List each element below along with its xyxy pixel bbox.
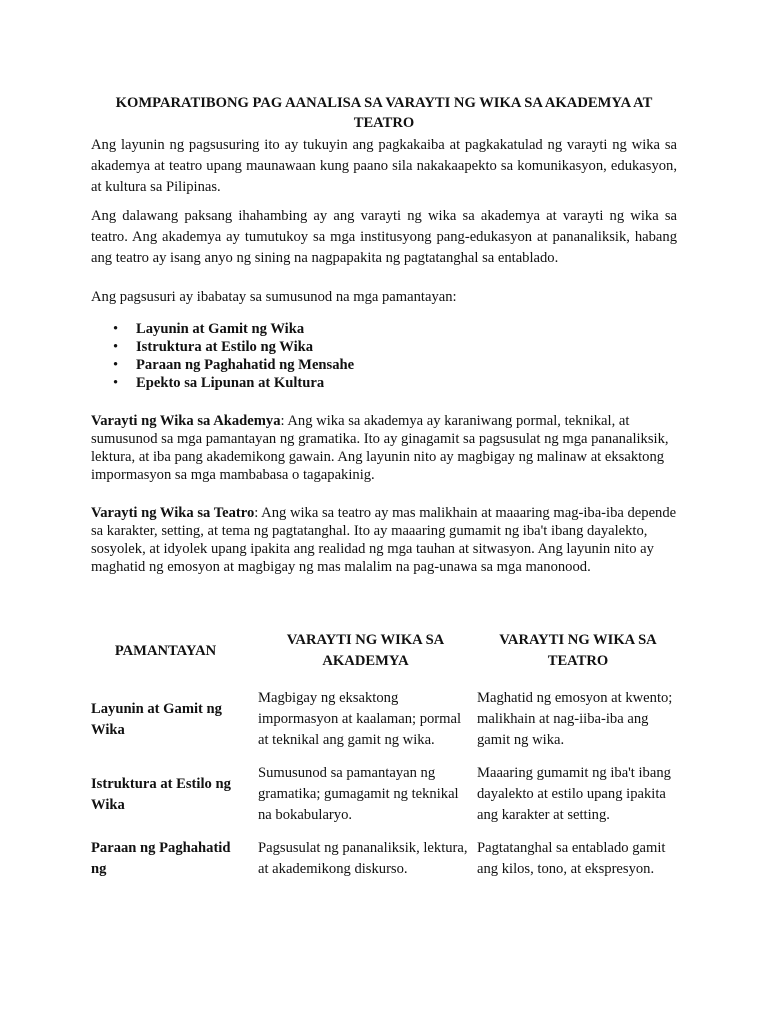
table-row (91, 832, 681, 886)
section-lead: Varayti ng Wika sa Akademya (91, 413, 281, 429)
criterion-label: Epekto sa Lipunan at Kultura (136, 375, 325, 391)
header-akademya: VARAYTI NG WIKA SA AKADEMYA (286, 632, 445, 669)
header-teatro: VARAYTI NG WIKA SA TEATRO (499, 632, 657, 669)
section-lead: Varayti ng Wika sa Teatro (91, 505, 255, 521)
table-row (91, 757, 681, 832)
criterion-label: Istruktura at Estilo ng Wika (136, 339, 314, 355)
table-header-row (91, 630, 681, 682)
section-body: : Ang wika sa teatro ay mas malikhain at maaaring mag-iba-iba depende sa karakter, setting, at tema ng pagtatanghal. Ito ay maaaring gumamit ng iba't ibang dayalekto, sosyolek, at idyolek upang ipakita ang realidad ng mga tauhan at sitwasyon. Ang layunin nito ay maghatid ng emosyon at magbigay ng mas malalim na pag-unawa sa mga manonood. (91, 505, 677, 575)
list-item (113, 320, 677, 338)
document-page (91, 93, 677, 886)
criterion-label: Layunin at Gamit ng Wika (136, 321, 305, 337)
akademya-cell: Pagsusulat ng pananaliksik, lektura, at akademikong diskurso. (258, 840, 468, 877)
bullet-icon: • (113, 357, 119, 373)
header-pamantayan: PAMANTAYAN (114, 642, 217, 659)
table-row (91, 682, 681, 757)
section-teatro (91, 504, 677, 576)
comparison-table (91, 630, 681, 886)
bullet-icon: • (113, 339, 119, 355)
section-body: : Ang wika sa akademya ay karaniwang pormal, teknikal, at sumusunod sa mga pamantayan ng gramatika. Ito ay ginagamit sa pagsusulat ng mga pananaliksik, lektura, at iba pang akademikong gawain. Ang layunin nito ay magbigay ng malinaw at eksaktong impormasyon sa mga mambabasa o tagapakinig. (91, 413, 669, 483)
akademya-cell: Sumusunod sa pamantayan ng gramatika; gumagamit ng teknikal na bokabularyo. (258, 765, 459, 823)
bullet-icon: • (113, 375, 119, 391)
intro-paragraph-purpose: Ang layunin ng pagsusuring ito ay tukuyin ang pagkakaiba at pagkakatulad ng varayti ng wika sa akademya at teatro upang maunawaan kung paano sila nakakaapekto sa komunikasyon, edukasyon, at kultura sa Pilipinas. (91, 137, 677, 195)
list-item (113, 356, 677, 374)
document-title: KOMPARATIBONG PAG AANALISA SA VARAYTI NG WIKA SA AKADEMYA AT TEATRO (115, 95, 653, 131)
list-item (113, 374, 677, 392)
list-item (113, 338, 677, 356)
section-akademya (91, 412, 677, 484)
criteria-intro: Ang pagsusuri ay ibabatay sa sumusunod na mga pamantayan: (91, 289, 457, 305)
criterion-label: Paraan ng Paghahatid ng Mensahe (136, 357, 355, 373)
criterion-cell: Istruktura at Estilo ng Wika (91, 775, 231, 813)
teatro-cell: Pagtatanghal sa entablado gamit ang kilos, tono, at ekspresyon. (477, 840, 666, 877)
akademya-cell: Magbigay ng eksaktong impormasyon at kaalaman; pormal at teknikal ang gamit ng wika. (258, 690, 462, 748)
teatro-cell: Maaaring gumamit ng iba't ibang dayalekto at estilo upang ipakita ang karakter at setting. (477, 765, 671, 823)
criterion-cell: Layunin at Gamit ng Wika (91, 700, 222, 738)
criterion-cell: Paraan ng Paghahatid ng (91, 840, 231, 877)
criteria-list (91, 320, 677, 392)
teatro-cell: Maghatid ng emosyon at kwento; malikhain at nag-iiba-iba ang gamit ng wika. (477, 690, 673, 748)
intro-paragraph-topics: Ang dalawang paksang ihahambing ay ang varayti ng wika sa akademya at varayti ng wika sa teatro. Ang akademya ay tumutukoy sa mga institusyong pang-edukasyon at pananaliksik, habang ang teatro ay isang anyo ng sining na nagpapakita ng pagtatanghal sa entablado. (91, 208, 677, 266)
bullet-icon: • (113, 321, 119, 337)
